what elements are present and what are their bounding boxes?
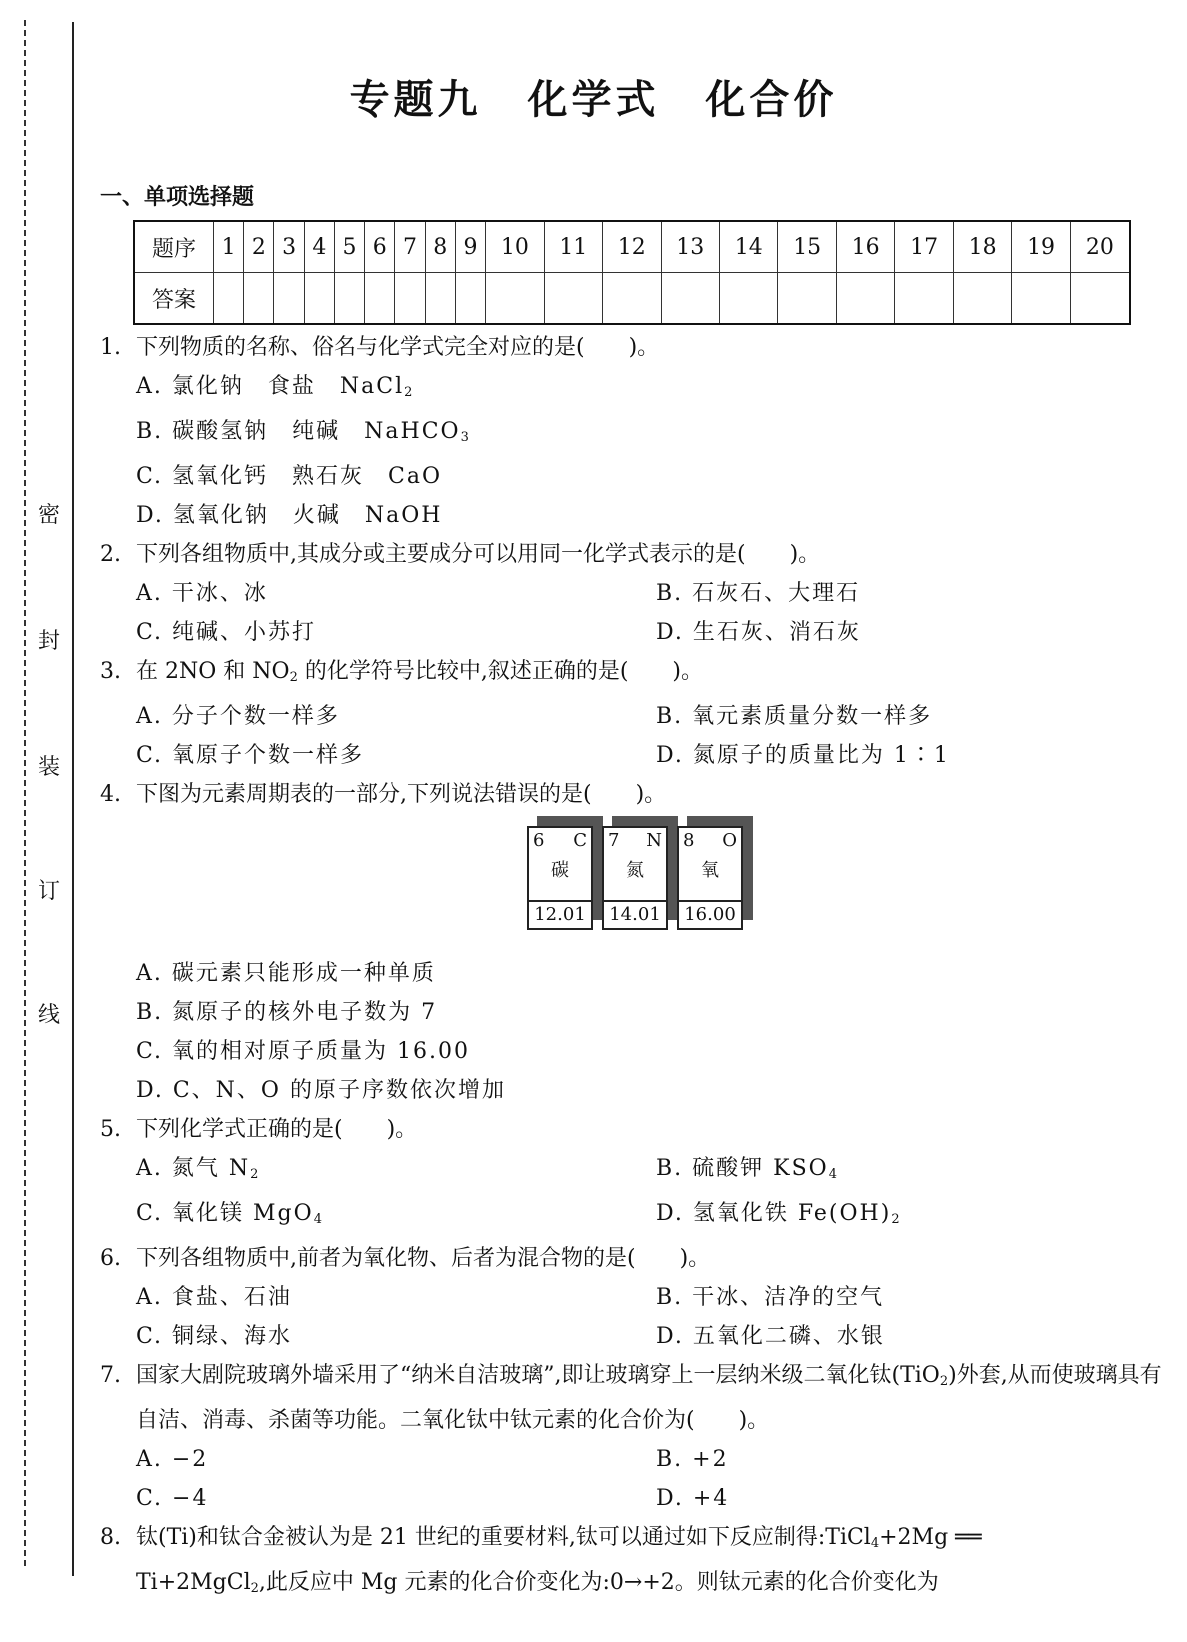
option-b: B. 干冰、洁净的空气 bbox=[656, 1285, 885, 1310]
option-a: A. 氮气 $N_2$ bbox=[136, 1156, 261, 1182]
question-stem: 国家大剧院玻璃外墙采用了“纳米自洁玻璃”,即让玻璃穿上一层纳米级二氧化钛(TiO$_2$)外套,从而使玻璃具有自洁、消毒、杀菌等功能。二氧化钛中钛元素的化合价为( )。 bbox=[136, 1363, 1162, 1433]
question-3 bbox=[100, 652, 1170, 697]
option-a: A. 氯化钠 食盐 NaCl$_2$ bbox=[136, 374, 415, 400]
option-row bbox=[100, 1278, 1170, 1317]
q-number: 12 bbox=[603, 221, 661, 273]
question-list bbox=[100, 328, 1170, 1608]
option-row bbox=[100, 697, 1170, 736]
q-number: 8 bbox=[425, 221, 455, 273]
option-d: D. 生石灰、消石灰 bbox=[656, 620, 861, 645]
q-number: 7 bbox=[395, 221, 425, 273]
answer-row bbox=[134, 273, 1130, 325]
answer-cell[interactable] bbox=[244, 273, 274, 325]
question-number: 2. bbox=[100, 542, 121, 567]
seal-char-1: 密 bbox=[36, 498, 62, 529]
row-label: 题序 bbox=[134, 221, 214, 273]
q-number: 1 bbox=[214, 221, 244, 273]
answer-cell[interactable] bbox=[778, 273, 836, 325]
question-1 bbox=[100, 328, 1170, 367]
question-number: 4. bbox=[100, 782, 121, 807]
answer-cell[interactable] bbox=[603, 273, 661, 325]
option-c: C. 氧化镁 MgO$_4$ bbox=[136, 1201, 324, 1227]
option-d: D. 氮原子的质量比为 1∶1 bbox=[656, 743, 950, 768]
question-stem: 下图为元素周期表的一部分,下列说法错误的是( )。 bbox=[136, 782, 667, 807]
q-number: 15 bbox=[778, 221, 836, 273]
option-b: B. 石灰石、大理石 bbox=[656, 581, 861, 606]
q-number: 17 bbox=[895, 221, 953, 273]
question-6 bbox=[100, 1239, 1170, 1278]
answer-cell[interactable] bbox=[486, 273, 544, 325]
seal-char-2: 封 bbox=[36, 624, 62, 655]
answer-cell[interactable] bbox=[719, 273, 777, 325]
question-stem: 下列各组物质中,其成分或主要成分可以用同一化学式表示的是( )。 bbox=[136, 542, 821, 567]
q-number: 18 bbox=[953, 221, 1011, 273]
answer-table bbox=[133, 220, 1131, 325]
option-b: B. 氧元素质量分数一样多 bbox=[656, 704, 933, 729]
question-7 bbox=[100, 1356, 1170, 1440]
page-title: 专题九 化学式 化合价 bbox=[349, 77, 838, 123]
option-b: B. 硫酸钾 $KSO_4$ bbox=[656, 1156, 839, 1182]
q-number: 20 bbox=[1070, 221, 1130, 273]
element-nitrogen: 7 N 氮 14.01 bbox=[602, 826, 668, 930]
row-label: 答案 bbox=[134, 273, 214, 325]
element-carbon: 6 C 碳 12.01 bbox=[527, 826, 593, 930]
q-number: 10 bbox=[486, 221, 544, 273]
option-c: C. 铜绿、海水 bbox=[136, 1324, 293, 1349]
answer-cell[interactable] bbox=[395, 273, 425, 325]
answer-cell[interactable] bbox=[304, 273, 334, 325]
answer-cell[interactable] bbox=[544, 273, 602, 325]
option-c: C. 氧原子个数一样多 bbox=[136, 743, 365, 768]
q-number: 9 bbox=[455, 221, 485, 273]
q-number: 2 bbox=[244, 221, 274, 273]
option-d: D. 氢氧化钠 火碱 NaOH bbox=[136, 503, 443, 528]
q-number: 11 bbox=[544, 221, 602, 273]
option-row bbox=[100, 1149, 1170, 1194]
option-c: C. 纯碱、小苏打 bbox=[136, 620, 317, 645]
option-row bbox=[100, 613, 1170, 652]
q-number: 14 bbox=[719, 221, 777, 273]
option-d: D. 五氧化二磷、水银 bbox=[656, 1324, 885, 1349]
periodic-table-figure bbox=[527, 826, 1170, 944]
q-number: 13 bbox=[661, 221, 719, 273]
question-stem: 下列化学式正确的是( )。 bbox=[136, 1117, 418, 1142]
option-d: D. 氢氧化铁 $Fe(OH)_2$ bbox=[656, 1201, 902, 1227]
seal-char-5: 线 bbox=[36, 998, 62, 1029]
answer-cell[interactable] bbox=[953, 273, 1011, 325]
answer-cell[interactable] bbox=[1012, 273, 1070, 325]
option-row bbox=[100, 574, 1170, 613]
answer-cell[interactable] bbox=[214, 273, 244, 325]
option-a: A. 食盐、石油 bbox=[136, 1285, 292, 1310]
q-number: 16 bbox=[836, 221, 894, 273]
option-b: B. 氮原子的核外电子数为 7 bbox=[136, 1000, 438, 1025]
option-row bbox=[100, 1440, 1170, 1479]
question-4 bbox=[100, 775, 1170, 814]
option-d: D. +4 bbox=[656, 1486, 730, 1511]
question-stem: 下列物质的名称、俗名与化学式完全对应的是( )。 bbox=[136, 335, 660, 360]
element-oxygen: 8 O 氧 16.00 bbox=[677, 826, 743, 930]
seal-char-3: 装 bbox=[36, 750, 62, 781]
question-number: 1. bbox=[100, 335, 121, 360]
question-number: 5. bbox=[100, 1117, 121, 1142]
question-number: 3. bbox=[100, 659, 121, 684]
answer-cell[interactable] bbox=[274, 273, 304, 325]
option-c: C. −4 bbox=[136, 1486, 209, 1511]
option-a: A. 碳元素只能形成一种单质 bbox=[136, 961, 436, 986]
question-stem: 下列各组物质中,前者为氧化物、后者为混合物的是( )。 bbox=[136, 1246, 711, 1271]
answer-cell[interactable] bbox=[455, 273, 485, 325]
answer-cell[interactable] bbox=[425, 273, 455, 325]
option-b: B. +2 bbox=[656, 1447, 729, 1472]
answer-cell[interactable] bbox=[661, 273, 719, 325]
q-number: 4 bbox=[304, 221, 334, 273]
answer-cell[interactable] bbox=[365, 273, 395, 325]
answer-cell[interactable] bbox=[895, 273, 953, 325]
q-number: 6 bbox=[365, 221, 395, 273]
option-b: B. 碳酸氢钠 纯碱 NaHCO$_3$ bbox=[136, 419, 471, 445]
cut-line-dashed bbox=[24, 20, 26, 1566]
question-number: 7. bbox=[100, 1363, 121, 1388]
question-stem: 钛(Ti)和钛合金被认为是 21 世纪的重要材料,钛可以通过如下反应制得:TiCl$_4$+2Mg ══ bbox=[136, 1525, 982, 1551]
option-row bbox=[100, 1194, 1170, 1239]
section-heading: 一、单项选择题 bbox=[100, 185, 255, 210]
question-stem-continued: Ti+2MgCl$_2$,此反应中 Mg 元素的化合价变化为:0→+2。则钛元素的化合价变化为 bbox=[136, 1570, 939, 1596]
option-a: A. −2 bbox=[136, 1447, 209, 1472]
option-row bbox=[100, 736, 1170, 775]
seal-char-4: 订 bbox=[36, 874, 62, 905]
number-row bbox=[134, 221, 1130, 273]
question-2 bbox=[100, 535, 1170, 574]
option-row bbox=[100, 1317, 1170, 1356]
question-number: 8. bbox=[100, 1525, 121, 1550]
option-d: D. C、N、O 的原子序数依次增加 bbox=[136, 1078, 506, 1103]
option-c: C. 氧的相对原子质量为 16.00 bbox=[136, 1039, 471, 1064]
question-stem: 在 2NO 和 $NO_2$ 的化学符号比较中,叙述正确的是( )。 bbox=[136, 659, 703, 685]
option-c: C. 氢氧化钙 熟石灰 CaO bbox=[136, 464, 443, 489]
option-a: A. 分子个数一样多 bbox=[136, 704, 340, 729]
margin-rule bbox=[72, 22, 74, 1576]
answer-cell[interactable] bbox=[1070, 273, 1130, 325]
answer-cell[interactable] bbox=[334, 273, 364, 325]
answer-cell[interactable] bbox=[836, 273, 894, 325]
question-8 bbox=[100, 1518, 1170, 1563]
q-number: 5 bbox=[334, 221, 364, 273]
q-number: 3 bbox=[274, 221, 304, 273]
option-a: A. 干冰、冰 bbox=[136, 581, 268, 606]
q-number: 19 bbox=[1012, 221, 1070, 273]
question-number: 6. bbox=[100, 1246, 121, 1271]
option-row bbox=[100, 1479, 1170, 1518]
question-5 bbox=[100, 1110, 1170, 1149]
